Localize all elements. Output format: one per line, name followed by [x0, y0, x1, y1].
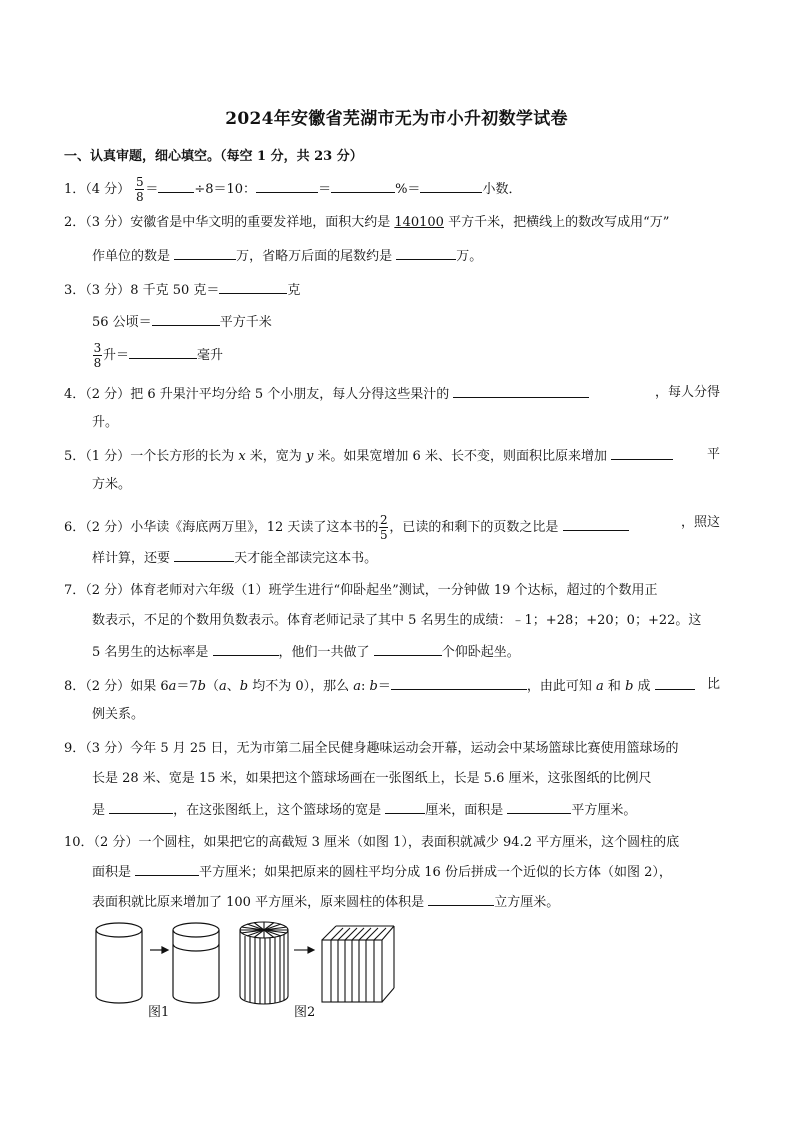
question-number: 9． — [64, 741, 86, 756]
question-7-line-2: 数表示，不足的个数用负数表示。体育老师记录了其中 5 名男生的成绩：﹣1；+28；+20；0；+22。这 — [92, 613, 702, 628]
question-9: 9．（3 分）今年 5 月 25 日，无为市第二届全民健身趣味运动会开幕，运动会中某场篮球比赛使用篮球场的 — [64, 741, 679, 756]
question-8-line-2: 例关系。 — [92, 707, 145, 722]
question-5-line-2: 方米。 — [92, 477, 132, 492]
question-number: 1． — [64, 182, 86, 197]
question-score: （3 分） — [85, 741, 131, 756]
question-5: 5．（1 分）一个长方形的长为 x 米，宽为 y 米。如果宽增加 6 米、长不变，则面积比原来增加 平 — [64, 447, 720, 464]
question-score: （2 分） — [85, 520, 131, 535]
answer-blank[interactable] — [428, 892, 494, 906]
answer-blank[interactable] — [256, 179, 318, 193]
fraction: $\frac{5}{8}$ — [136, 175, 144, 204]
question-10-line-2: 面积是 平方厘米；如果把原来的圆柱平均分成 16 份后拼成一个近似的长方体（如图 2）， — [92, 862, 672, 882]
fraction: $\frac{2}{5}$ — [380, 513, 388, 542]
question-4-line-2: 升。 — [92, 415, 119, 430]
question-number: 5． — [64, 449, 86, 464]
question-9-line-3: 是 ，在这张图纸上，这个篮球场的宽是 厘米，面积是 平方厘米。 — [92, 800, 636, 820]
question-score: （2 分） — [85, 583, 131, 598]
answer-blank[interactable] — [174, 548, 234, 562]
figure-1-label: 图1 — [148, 1005, 170, 1020]
question-3: 3．（3 分）8 千克 50 克＝ 克 — [64, 280, 300, 300]
question-score: （4 分） — [85, 182, 131, 197]
answer-blank[interactable] — [109, 800, 173, 814]
answer-blank[interactable] — [563, 517, 629, 531]
question-score: （1 分） — [85, 449, 131, 464]
question-score: （2 分） — [85, 679, 131, 694]
question-10-line-3: 表面积就比原来增加了 100 平方厘米，原来圆柱的体积是 立方厘米。 — [92, 892, 559, 912]
answer-blank[interactable] — [385, 800, 425, 814]
answer-blank[interactable] — [174, 246, 236, 260]
question-number: 2． — [64, 215, 86, 230]
answer-blank[interactable] — [331, 179, 395, 193]
question-2-line-2: 作单位的数是 万，省略万后面的尾数约是 万。 — [92, 246, 482, 266]
answer-blank[interactable] — [129, 345, 197, 359]
question-number: 6． — [64, 520, 86, 535]
answer-blank[interactable] — [374, 642, 442, 656]
question-7: 7．（2 分）体育老师对六年级（1）班学生进行“仰卧起坐”测试，一分钟做 19 个达标，超过的个数用正 — [64, 583, 658, 598]
question-score: （3 分） — [85, 215, 131, 230]
question-7-line-3: 5 名男生的达标率是 ，他们一共做了 个仰卧起坐。 — [92, 642, 520, 662]
question-number: 4． — [64, 387, 86, 402]
underlined-value: 140100 — [394, 215, 444, 230]
cylinder-figures — [88, 918, 428, 1028]
question-score: （2 分） — [93, 835, 139, 850]
question-10: 10．（2 分）一个圆柱，如果把它的高截短 3 厘米（如图 1），表面积就减少 94.2 平方厘米，这个圆柱的底 — [64, 835, 680, 850]
question-6: 6．（2 分）小华读《海底两万里》，12 天读了这本书的 $\frac{2}{5}$ ，已读的和剩下的页数之比是 ，照这 — [64, 513, 720, 542]
page-title: 2024年安徽省芜湖市无为市小升初数学试卷 — [225, 109, 568, 129]
question-number: 7． — [64, 583, 86, 598]
question-3-line-3: $\frac{3}{8}$ 升＝ 毫升 — [93, 341, 224, 370]
answer-blank[interactable] — [396, 246, 456, 260]
question-2: 2．（3 分）安徽省是中华文明的重要发祥地，面积大约是 140100 平方千米，把横线上的数改写成用“万” — [64, 215, 670, 230]
figure-2-label: 图2 — [294, 1005, 316, 1020]
answer-blank[interactable] — [219, 280, 287, 294]
answer-blank[interactable] — [453, 384, 589, 398]
question-8: 8．（2 分）如果 6a＝7b（a、b 均不为 0），那么 a: b＝ ，由此可知 a 和 b 成 比 — [64, 677, 720, 694]
figure-2 — [240, 922, 394, 1004]
question-score: （3 分） — [85, 283, 131, 298]
answer-blank[interactable] — [213, 642, 279, 656]
figure-1 — [96, 923, 219, 1003]
answer-blank[interactable] — [655, 676, 695, 690]
answer-blank[interactable] — [391, 676, 527, 690]
question-3-line-2: 56 公顷＝ 平方千米 — [92, 312, 272, 332]
fraction: $\frac{3}{8}$ — [93, 341, 102, 370]
question-6-line-2: 样计算，还要 天才能全部读完这本书。 — [92, 548, 377, 568]
question-4: 4．（2 分）把 6 升果汁平均分给 5 个小朋友，每人分得这些果汁的 ，每人分得 — [64, 385, 720, 402]
answer-blank[interactable] — [420, 179, 482, 193]
section-heading: 一、认真审题，细心填空。（每空 1 分，共 23 分） — [64, 149, 363, 164]
answer-blank[interactable] — [158, 179, 194, 193]
question-number: 8． — [64, 679, 86, 694]
question-number: 3． — [64, 283, 86, 298]
question-1: 1．（4 分） $\frac{5}{8}$ ＝ ÷8＝10： ＝ %＝ 小数． — [64, 175, 522, 204]
question-number: 10． — [64, 835, 94, 850]
answer-blank[interactable] — [611, 446, 673, 460]
question-score: （2 分） — [85, 387, 131, 402]
answer-blank[interactable] — [152, 312, 220, 326]
question-9-line-2: 长是 28 米、宽是 15 米，如果把这个篮球场画在一张图纸上，长是 5.6 厘米，这张图纸的比例尺 — [92, 771, 652, 786]
answer-blank[interactable] — [135, 862, 199, 876]
answer-blank[interactable] — [507, 800, 571, 814]
